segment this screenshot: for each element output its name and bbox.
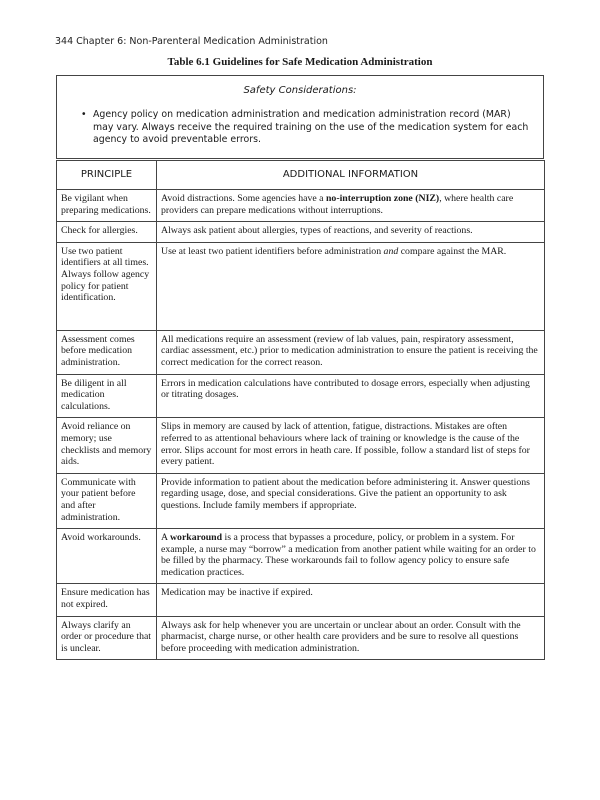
info-cell: A workaround is a process that bypasses a procedure, policy, or problem in a system. For example, a nurse may “borrow” a medication from another patient while waiting for an order to be filled by the pharmacy. These workarounds fail to follow agency policy to ensure safe medication practices.	[157, 529, 545, 584]
info-cell: Medication may be inactive if expired.	[157, 584, 545, 616]
guidelines-table	[56, 160, 545, 660]
table-row	[57, 330, 545, 374]
info-cell: Avoid distractions. Some agencies have a no-interruption zone (NIZ), where health care providers can prepare medications without interruptions.	[157, 190, 545, 222]
safety-considerations-box	[56, 75, 544, 159]
table-row	[57, 374, 545, 418]
table-row	[57, 190, 545, 222]
info-cell: Use at least two patient identifiers before administration and compare against the MAR.	[157, 242, 545, 330]
info-cell: All medications require an assessment (review of lab values, pain, respiratory assessment, cardiac assessment, etc.) prior to medication administration to ensure the patient is receiving the correct medication for the correct reason.	[157, 330, 545, 374]
emphasis-term: no-interruption zone (NIZ)	[325, 193, 440, 204]
info-cell: Always ask for help whenever you are uncertain or unclear about an order. Consult with the pharmacist, charge nurse, or other health care providers and be sure to resolve all questions before proceeding with medication administration.	[157, 616, 545, 660]
principle-cell: Check for allergies.	[57, 222, 157, 243]
table-row	[57, 242, 545, 330]
info-cell: Provide information to patient about the medication before administering it. Answer questions regarding usage, dose, and special considerations. Give the patient an opportunity to ask questions. Include family members if appropriate.	[157, 473, 545, 528]
principle-cell: Communicate with your patient before and after administration.	[57, 473, 157, 528]
info-cell: Slips in memory are caused by lack of attention, fatigue, distractions. Mistakes are often referred to as attentional behaviours where lack of training or knowledge is the cause of the error. Slips account for most errors in heath care. If possible, follow a standard list of steps for every patient.	[157, 418, 545, 473]
info-cell: Errors in medication calculations have contributed to dosage errors, especially when adjusting or titrating dosages.	[157, 374, 545, 418]
principle-cell: Avoid reliance on memory; use checklists and memory aids.	[57, 418, 157, 473]
table-row	[57, 616, 545, 660]
info-cell: Always ask patient about allergies, types of reactions, and severity of reactions.	[157, 222, 545, 243]
principle-cell: Assessment comes before medication administration.	[57, 330, 157, 374]
table-row	[57, 222, 545, 243]
safety-heading: Safety Considerations:	[243, 85, 357, 96]
bullet-icon: •	[81, 109, 87, 120]
principle-cell: Use two patient identifiers at all times. Always follow agency policy for patient identification.	[57, 242, 157, 330]
emphasis-term: and	[383, 245, 399, 257]
emphasis-term: workaround	[169, 532, 223, 544]
principle-cell: Always clarify an order or procedure that is unclear.	[57, 616, 157, 660]
safety-bullet	[81, 109, 533, 147]
principle-cell: Avoid workarounds.	[57, 529, 157, 584]
table-row	[57, 473, 545, 528]
running-head: 344 Chapter 6: Non-Parenteral Medication Administration	[55, 36, 328, 47]
table-title: Table 6.1 Guidelines for Safe Medication Administration	[167, 56, 433, 68]
table-row	[57, 529, 545, 584]
table-row	[57, 418, 545, 473]
safety-bullet-text: Agency policy on medication administration and medication administration record (MAR) may vary. Always receive the required training on the use of the medication system for each agency to avoid preventable errors.	[93, 109, 529, 145]
principle-cell: Be diligent in all medication calculations.	[57, 374, 157, 418]
principle-cell: Be vigilant when preparing medications.	[57, 190, 157, 222]
table-row	[57, 584, 545, 616]
table-header-row	[57, 161, 545, 190]
header-additional-information: ADDITIONAL INFORMATION	[157, 161, 545, 190]
header-principle: PRINCIPLE	[57, 161, 157, 190]
principle-cell: Ensure medication has not expired.	[57, 584, 157, 616]
